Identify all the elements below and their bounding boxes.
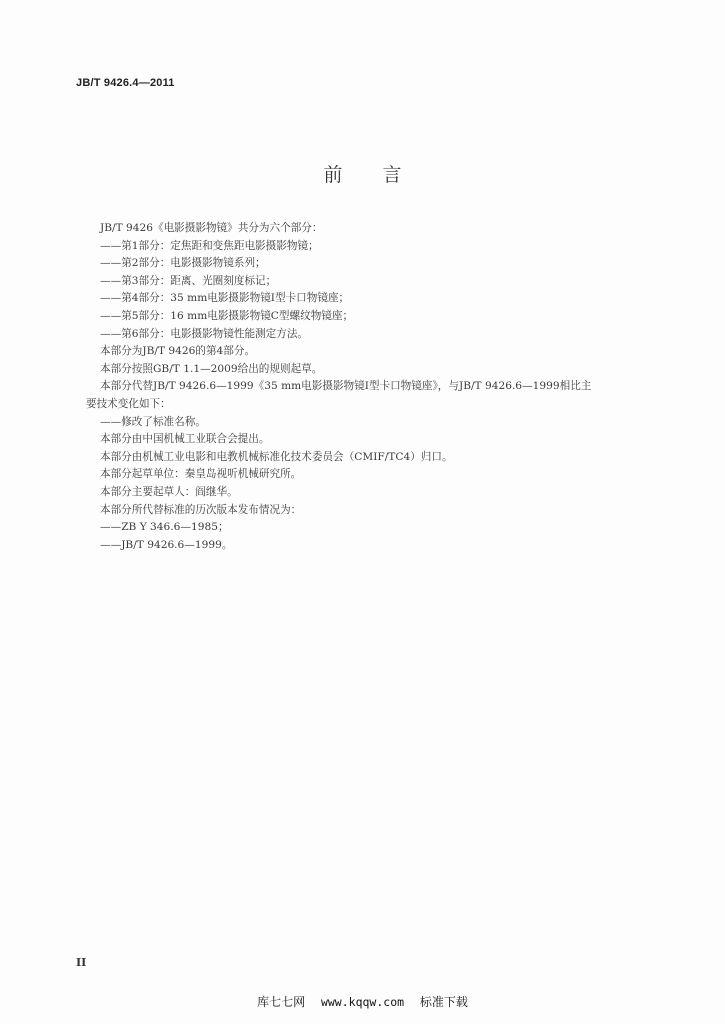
- body-line: 本部分为JB/T 9426的第4部分。: [100, 345, 256, 358]
- body-line: ——修改了标准名称。: [100, 415, 206, 428]
- footer-url[interactable]: www.kqqw.com: [320, 995, 405, 1009]
- page-title: [0, 160, 725, 187]
- page-number: II: [76, 956, 87, 969]
- body-line: ——ZB Y 346.6—1985；: [100, 521, 229, 534]
- title-char-1: 前: [323, 164, 343, 186]
- body-line: ——第4部分：35 mm电影摄影物镜Ⅰ型卡口物镜座；: [100, 292, 350, 305]
- body-line: ——第1部分：定焦距和变焦距电影摄影物镜；: [100, 239, 319, 252]
- body-line: 本部分所代替标准的历次版本发布情况为：: [100, 503, 302, 516]
- body-line: ——第2部分：电影摄影物镜系列；: [100, 257, 266, 270]
- title-char-2: 言: [382, 164, 402, 186]
- body-line: ——第3部分：距离、光圈刻度标记；: [100, 274, 277, 287]
- body-line: ——第5部分：16 mm电影摄影物镜C型螺纹物镜座；: [100, 309, 354, 322]
- body-line: JB/T 9426《电影摄影物镜》共分为六个部分：: [100, 222, 323, 234]
- body-line: 本部分按照GB/T 1.1—2009给出的规则起草。: [100, 362, 323, 375]
- body-line: 本部分主要起草人：阎继华。: [100, 485, 238, 498]
- body-line: ——JB/T 9426.6—1999。: [100, 538, 233, 551]
- body-line: 本部分代替JB/T 9426.6—1999《35 mm电影摄影物镜Ⅰ型卡口物镜座》，与JB/T 9426.6—1999相比主: [100, 380, 592, 393]
- footer: [0, 993, 725, 1010]
- footer-site-name: 库七七网: [257, 995, 306, 1009]
- footer-slogan: 标准下载: [419, 995, 468, 1009]
- standard-code-header: JB/T 9426.4—2011: [76, 77, 175, 89]
- body-line: ——第6部分：电影摄影物镜性能测定方法。: [100, 327, 309, 340]
- body-line: 本部分由中国机械工业联合会提出。: [100, 433, 270, 446]
- body-line: 本部分由机械工业电影和电教机械标准化技术委员会（CMIF/TC4）归口。: [100, 450, 453, 463]
- body-line: 本部分起草单位：秦皇岛视听机械研究所。: [100, 468, 302, 481]
- foreword-body: [86, 220, 666, 554]
- body-line: 要技术变化如下：: [86, 397, 171, 410]
